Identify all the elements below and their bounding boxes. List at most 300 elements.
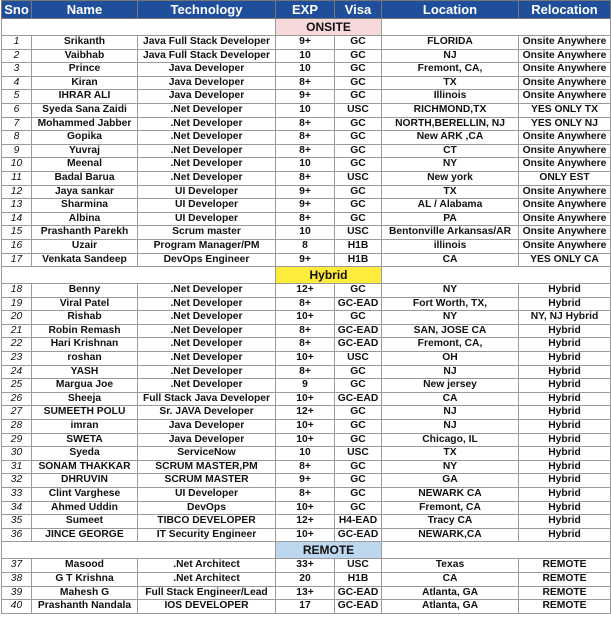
table-row (2, 171, 611, 185)
cell-relocation: Hybrid (519, 324, 611, 338)
cell-name: Mohammed Jabber (32, 117, 138, 131)
cell-exp: 8+ (276, 297, 335, 311)
cell-location: Illinois (382, 90, 519, 104)
cell-name: Viral Patel (32, 297, 138, 311)
table-row (2, 199, 611, 213)
cell-visa: GC (335, 474, 382, 488)
cell-exp: 10+ (276, 420, 335, 434)
header-relocation: Relocation (519, 1, 611, 19)
cell-sno: 30 (2, 447, 32, 461)
cell-name: Prashanth Parekh (32, 226, 138, 240)
cell-relocation: Hybrid (519, 338, 611, 352)
cell-sno: 13 (2, 199, 32, 213)
table-row (2, 158, 611, 172)
cell-exp: 12+ (276, 406, 335, 420)
cell-technology: Java Developer (138, 420, 276, 434)
cell-location: New jersey (382, 379, 519, 393)
table-row (2, 392, 611, 406)
cell-visa: USC (335, 171, 382, 185)
cell-relocation: Hybrid (519, 501, 611, 515)
table-row (2, 131, 611, 145)
cell-relocation: Onsite Anywhere (519, 36, 611, 50)
cell-name: Syeda Sana Zaidi (32, 103, 138, 117)
cell-location: New ARK ,CA (382, 131, 519, 145)
table-row (2, 117, 611, 131)
cell-location: RICHMOND,TX (382, 103, 519, 117)
cell-technology: .Net Developer (138, 297, 276, 311)
cell-technology: UI Developer (138, 212, 276, 226)
cell-exp: 10 (276, 158, 335, 172)
cell-name: Ahmed Uddin (32, 501, 138, 515)
cell-exp: 9+ (276, 253, 335, 267)
cell-exp: 10+ (276, 433, 335, 447)
table-row (2, 488, 611, 502)
cell-location: NY (382, 460, 519, 474)
cell-relocation: REMOTE (519, 586, 611, 600)
cell-location: Chicago, IL (382, 433, 519, 447)
cell-location: Fremont, CA, (382, 63, 519, 77)
cell-sno: 1 (2, 36, 32, 50)
cell-technology: .Net Developer (138, 103, 276, 117)
cell-visa: GC (335, 420, 382, 434)
table-row (2, 297, 611, 311)
cell-sno: 10 (2, 158, 32, 172)
cell-relocation: Onsite Anywhere (519, 158, 611, 172)
cell-technology: .Net Architect (138, 572, 276, 586)
cell-name: Srikanth (32, 36, 138, 50)
cell-name: Albina (32, 212, 138, 226)
table-row (2, 528, 611, 542)
cell-relocation: Hybrid (519, 297, 611, 311)
cell-relocation: Hybrid (519, 365, 611, 379)
cell-relocation: Hybrid (519, 352, 611, 366)
cell-location: New york (382, 171, 519, 185)
cell-visa: GC (335, 90, 382, 104)
cell-relocation: Onsite Anywhere (519, 239, 611, 253)
cell-exp: 8+ (276, 212, 335, 226)
cell-technology: DevOps (138, 501, 276, 515)
cell-location: CA (382, 572, 519, 586)
cell-exp: 10+ (276, 528, 335, 542)
cell-technology: Sr. JAVA Developer (138, 406, 276, 420)
cell-sno: 24 (2, 365, 32, 379)
cell-name: Rishab (32, 311, 138, 325)
cell-visa: USC (335, 226, 382, 240)
cell-relocation: Hybrid (519, 392, 611, 406)
cell-technology: Java Full Stack Developer (138, 49, 276, 63)
cell-location: CA (382, 253, 519, 267)
table-row (2, 338, 611, 352)
cell-sno: 38 (2, 572, 32, 586)
cell-technology: Java Developer (138, 76, 276, 90)
table-row (2, 515, 611, 529)
cell-visa: GC-EAD (335, 338, 382, 352)
cell-sno: 21 (2, 324, 32, 338)
cell-name: Venkata Sandeep (32, 253, 138, 267)
cell-exp: 13+ (276, 586, 335, 600)
section-spacer (2, 542, 276, 559)
section-row-remote (2, 542, 611, 559)
cell-relocation: Hybrid (519, 488, 611, 502)
cell-technology: SCRUM MASTER,PM (138, 460, 276, 474)
cell-sno: 8 (2, 131, 32, 145)
cell-visa: GC (335, 365, 382, 379)
section-title: REMOTE (276, 542, 382, 559)
header-technology: Technology (138, 1, 276, 19)
cell-name: imran (32, 420, 138, 434)
cell-visa: H1B (335, 239, 382, 253)
cell-visa: GC (335, 76, 382, 90)
table-row (2, 600, 611, 614)
cell-sno: 9 (2, 144, 32, 158)
cell-name: Sheeja (32, 392, 138, 406)
cell-technology: .Net Developer (138, 338, 276, 352)
section-spacer (382, 19, 611, 36)
cell-visa: GC-EAD (335, 324, 382, 338)
cell-location: Texas (382, 559, 519, 573)
table-row (2, 572, 611, 586)
cell-relocation: Onsite Anywhere (519, 131, 611, 145)
cell-sno: 16 (2, 239, 32, 253)
cell-name: Clint Varghese (32, 488, 138, 502)
cell-exp: 17 (276, 600, 335, 614)
cell-name: IHRAR ALI (32, 90, 138, 104)
cell-technology: UI Developer (138, 488, 276, 502)
consultant-table (1, 0, 611, 614)
cell-relocation: Onsite Anywhere (519, 63, 611, 77)
cell-location: Fort Worth, TX, (382, 297, 519, 311)
cell-visa: USC (335, 103, 382, 117)
cell-technology: .Net Developer (138, 311, 276, 325)
cell-technology: .Net Developer (138, 117, 276, 131)
cell-relocation: Hybrid (519, 420, 611, 434)
header-location: Location (382, 1, 519, 19)
cell-sno: 25 (2, 379, 32, 393)
cell-location: NJ (382, 406, 519, 420)
cell-technology: .Net Developer (138, 131, 276, 145)
cell-name: Benny (32, 284, 138, 298)
cell-sno: 7 (2, 117, 32, 131)
cell-visa: GC (335, 144, 382, 158)
cell-technology: IOS DEVELOPER (138, 600, 276, 614)
table-row (2, 433, 611, 447)
cell-technology: IT Security Engineer (138, 528, 276, 542)
cell-location: Fremont, CA (382, 501, 519, 515)
cell-exp: 8+ (276, 324, 335, 338)
cell-sno: 40 (2, 600, 32, 614)
section-title: ONSITE (276, 19, 382, 36)
table-row (2, 365, 611, 379)
cell-exp: 10 (276, 63, 335, 77)
cell-visa: GC (335, 117, 382, 131)
cell-exp: 8+ (276, 131, 335, 145)
cell-visa: GC (335, 460, 382, 474)
cell-location: GA (382, 474, 519, 488)
cell-name: Jaya sankar (32, 185, 138, 199)
cell-exp: 33+ (276, 559, 335, 573)
cell-exp: 12+ (276, 515, 335, 529)
cell-visa: GC-EAD (335, 586, 382, 600)
table-row (2, 501, 611, 515)
cell-visa: GC (335, 284, 382, 298)
cell-name: SONAM THAKKAR (32, 460, 138, 474)
cell-relocation: Hybrid (519, 474, 611, 488)
cell-technology: TIBCO DEVELOPER (138, 515, 276, 529)
header-row (2, 1, 611, 19)
cell-location: SAN, JOSE CA (382, 324, 519, 338)
table-row (2, 226, 611, 240)
cell-sno: 22 (2, 338, 32, 352)
cell-relocation: Onsite Anywhere (519, 144, 611, 158)
cell-exp: 10 (276, 226, 335, 240)
cell-relocation: Onsite Anywhere (519, 212, 611, 226)
cell-technology: Java Developer (138, 90, 276, 104)
cell-sno: 34 (2, 501, 32, 515)
cell-sno: 29 (2, 433, 32, 447)
cell-visa: H4-EAD (335, 515, 382, 529)
cell-relocation: Hybrid (519, 515, 611, 529)
cell-name: Sharmina (32, 199, 138, 213)
cell-relocation: Onsite Anywhere (519, 76, 611, 90)
cell-relocation: Hybrid (519, 284, 611, 298)
cell-name: Badal Barua (32, 171, 138, 185)
cell-sno: 5 (2, 90, 32, 104)
cell-sno: 39 (2, 586, 32, 600)
cell-name: YASH (32, 365, 138, 379)
cell-visa: GC (335, 63, 382, 77)
cell-relocation: Hybrid (519, 406, 611, 420)
cell-name: JINCE GEORGE (32, 528, 138, 542)
cell-visa: GC (335, 488, 382, 502)
cell-visa: H1B (335, 572, 382, 586)
cell-name: Robin Remash (32, 324, 138, 338)
cell-sno: 26 (2, 392, 32, 406)
cell-sno: 32 (2, 474, 32, 488)
cell-technology: Scrum master (138, 226, 276, 240)
header-visa: Visa (335, 1, 382, 19)
cell-relocation: REMOTE (519, 600, 611, 614)
cell-exp: 9+ (276, 474, 335, 488)
table-row (2, 103, 611, 117)
cell-name: Prashanth Nandala (32, 600, 138, 614)
cell-name: Masood (32, 559, 138, 573)
cell-location: Fremont, CA, (382, 338, 519, 352)
cell-sno: 20 (2, 311, 32, 325)
cell-location: TX (382, 76, 519, 90)
table-row (2, 212, 611, 226)
table-body (2, 19, 611, 614)
cell-exp: 10 (276, 49, 335, 63)
header-exp: EXP (276, 1, 335, 19)
cell-sno: 36 (2, 528, 32, 542)
cell-sno: 31 (2, 460, 32, 474)
cell-name: Sumeet (32, 515, 138, 529)
cell-location: CA (382, 392, 519, 406)
cell-exp: 10+ (276, 311, 335, 325)
cell-exp: 8+ (276, 171, 335, 185)
cell-sno: 19 (2, 297, 32, 311)
cell-name: Gopika (32, 131, 138, 145)
cell-sno: 17 (2, 253, 32, 267)
cell-sno: 4 (2, 76, 32, 90)
cell-technology: .Net Developer (138, 158, 276, 172)
cell-visa: GC (335, 158, 382, 172)
cell-location: FLORIDA (382, 36, 519, 50)
cell-visa: GC (335, 501, 382, 515)
cell-technology: Java Full Stack Developer (138, 36, 276, 50)
cell-relocation: REMOTE (519, 572, 611, 586)
cell-visa: GC (335, 199, 382, 213)
cell-technology: Java Developer (138, 63, 276, 77)
cell-technology: .Net Developer (138, 365, 276, 379)
cell-name: Hari Krishnan (32, 338, 138, 352)
cell-sno: 37 (2, 559, 32, 573)
cell-sno: 14 (2, 212, 32, 226)
cell-relocation: Onsite Anywhere (519, 90, 611, 104)
cell-visa: GC (335, 49, 382, 63)
cell-location: NJ (382, 365, 519, 379)
cell-exp: 9+ (276, 185, 335, 199)
section-spacer (2, 267, 276, 284)
cell-sno: 35 (2, 515, 32, 529)
cell-technology: Program Manager/PM (138, 239, 276, 253)
cell-visa: GC (335, 212, 382, 226)
section-spacer (382, 542, 611, 559)
cell-visa: USC (335, 352, 382, 366)
cell-sno: 2 (2, 49, 32, 63)
table-row (2, 447, 611, 461)
cell-location: NY (382, 284, 519, 298)
table-row (2, 474, 611, 488)
cell-visa: GC-EAD (335, 528, 382, 542)
cell-visa: USC (335, 559, 382, 573)
cell-location: Atlanta, GA (382, 586, 519, 600)
cell-relocation: ONLY EST (519, 171, 611, 185)
table-row (2, 90, 611, 104)
cell-technology: UI Developer (138, 185, 276, 199)
cell-location: illinois (382, 239, 519, 253)
cell-relocation: Hybrid (519, 433, 611, 447)
table-row (2, 76, 611, 90)
cell-sno: 23 (2, 352, 32, 366)
cell-sno: 27 (2, 406, 32, 420)
cell-sno: 33 (2, 488, 32, 502)
cell-exp: 10 (276, 447, 335, 461)
cell-sno: 11 (2, 171, 32, 185)
cell-exp: 8 (276, 239, 335, 253)
cell-relocation: Hybrid (519, 447, 611, 461)
cell-name: Vaibhab (32, 49, 138, 63)
table-row (2, 185, 611, 199)
header-sno: Sno (2, 1, 32, 19)
cell-visa: GC (335, 433, 382, 447)
section-row-hybrid (2, 267, 611, 284)
cell-location: NJ (382, 49, 519, 63)
cell-visa: GC-EAD (335, 600, 382, 614)
cell-relocation: Hybrid (519, 460, 611, 474)
cell-visa: USC (335, 447, 382, 461)
cell-location: Bentonville Arkansas/AR (382, 226, 519, 240)
table-row (2, 253, 611, 267)
table-row (2, 63, 611, 77)
cell-exp: 10+ (276, 352, 335, 366)
cell-relocation: NY, NJ Hybrid (519, 311, 611, 325)
table-row (2, 586, 611, 600)
cell-location: PA (382, 212, 519, 226)
cell-relocation: Onsite Anywhere (519, 199, 611, 213)
section-spacer (382, 267, 611, 284)
table-row (2, 379, 611, 393)
cell-technology: .Net Developer (138, 352, 276, 366)
cell-technology: .Net Developer (138, 284, 276, 298)
cell-location: CT (382, 144, 519, 158)
cell-technology: .Net Developer (138, 171, 276, 185)
cell-name: Meenal (32, 158, 138, 172)
cell-name: Mahesh G (32, 586, 138, 600)
section-title: Hybrid (276, 267, 382, 284)
cell-technology: SCRUM MASTER (138, 474, 276, 488)
cell-sno: 18 (2, 284, 32, 298)
cell-visa: GC-EAD (335, 297, 382, 311)
cell-name: SWETA (32, 433, 138, 447)
cell-name: Kiran (32, 76, 138, 90)
cell-exp: 8+ (276, 76, 335, 90)
cell-visa: GC (335, 311, 382, 325)
section-spacer (2, 19, 276, 36)
cell-exp: 8+ (276, 338, 335, 352)
cell-relocation: YES ONLY NJ (519, 117, 611, 131)
cell-technology: .Net Developer (138, 324, 276, 338)
cell-relocation: Onsite Anywhere (519, 226, 611, 240)
cell-exp: 9+ (276, 36, 335, 50)
cell-exp: 8+ (276, 460, 335, 474)
cell-name: SUMEETH POLU (32, 406, 138, 420)
cell-location: NY (382, 311, 519, 325)
cell-sno: 12 (2, 185, 32, 199)
cell-name: Prince (32, 63, 138, 77)
cell-visa: H1B (335, 253, 382, 267)
header-name: Name (32, 1, 138, 19)
cell-exp: 20 (276, 572, 335, 586)
cell-exp: 8+ (276, 144, 335, 158)
section-row-onsite (2, 19, 611, 36)
cell-technology: Java Developer (138, 433, 276, 447)
cell-visa: GC (335, 379, 382, 393)
cell-exp: 8+ (276, 117, 335, 131)
cell-name: Yuvraj (32, 144, 138, 158)
cell-sno: 28 (2, 420, 32, 434)
cell-technology: Full Stack Java Developer (138, 392, 276, 406)
cell-relocation: Onsite Anywhere (519, 185, 611, 199)
cell-exp: 8+ (276, 365, 335, 379)
cell-visa: GC (335, 406, 382, 420)
table-row (2, 460, 611, 474)
cell-relocation: YES ONLY CA (519, 253, 611, 267)
cell-visa: GC (335, 131, 382, 145)
cell-name: Margua Joe (32, 379, 138, 393)
cell-technology: Full Stack Engineer/Lead (138, 586, 276, 600)
cell-technology: DevOps Engineer (138, 253, 276, 267)
cell-relocation: Hybrid (519, 528, 611, 542)
cell-location: TX (382, 185, 519, 199)
cell-location: NJ (382, 420, 519, 434)
cell-name: roshan (32, 352, 138, 366)
table-row (2, 352, 611, 366)
cell-relocation: REMOTE (519, 559, 611, 573)
cell-location: OH (382, 352, 519, 366)
cell-technology: UI Developer (138, 199, 276, 213)
cell-location: NY (382, 158, 519, 172)
